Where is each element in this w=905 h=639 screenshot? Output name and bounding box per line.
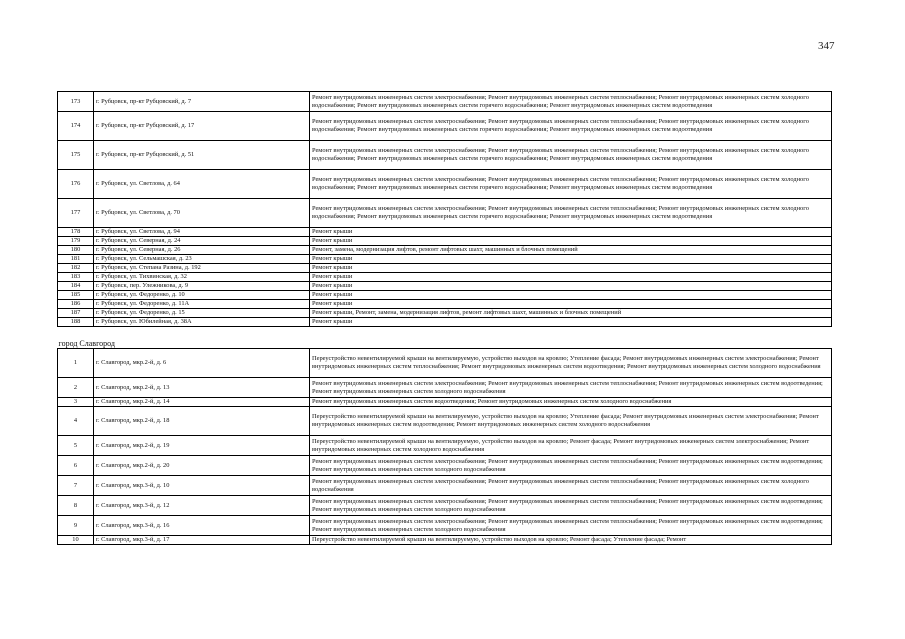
row-address: г. Рубцовск, ул. Светлова, д. 64 [94,170,310,199]
row-number: 177 [58,199,94,228]
row-work: Ремонт внутридомовых инженерных систем электроснабжения; Ремонт внутридомовых инженерных систем теплоснабжения; Ремонт внутридомовых инженерных систем холодного водоснабжения; Ремонт внутридомовых инженерных систем горячего водоснабжения; Ремонт внутридомовых инженерных систем водоотведения [310,141,832,170]
row-number: 7 [58,476,94,496]
table-row [58,92,832,112]
table-row [58,378,832,398]
row-number: 174 [58,112,94,141]
row-work: Ремонт внутридомовых инженерных систем электроснабжения; Ремонт внутридомовых инженерных систем теплоснабжения; Ремонт внутридомовых инженерных систем холодного водоснабжения; Ремонт внутридомовых инженерных систем горячего водоснабжения; Ремонт внутридомовых инженерных систем водоотведения [310,112,832,141]
row-address: г. Славгород, мкр.2-й, д. 19 [94,436,310,456]
row-work: Ремонт внутридомовых инженерных систем электроснабжения; Ремонт внутридомовых инженерных систем теплоснабжения; Ремонт внутридомовых инженерных систем холодного водоснабжения [310,476,832,496]
table-row [58,264,832,273]
row-number: 9 [58,516,94,536]
row-address: г. Рубцовск, пр-кт Рубцовский, д. 17 [94,112,310,141]
row-number: 182 [58,264,94,273]
row-address: г. Рубцовск, ул. Федоренко, д. 10 [94,291,310,300]
row-number: 180 [58,246,94,255]
table-row [58,456,832,476]
row-work: Ремонт внутридомовых инженерных систем электроснабжения; Ремонт внутридомовых инженерных систем теплоснабжения; Ремонт внутридомовых инженерных систем холодного водоснабжения; Ремонт внутридомовых инженерных систем горячего водоснабжения; Ремонт внутридомовых инженерных систем водоотведения [310,92,832,112]
table-row [58,407,832,436]
row-number: 181 [58,255,94,264]
row-work: Переустройство невентилируемой крыши на вентилируемую, устройство выходов на кровлю; Ремонт фасада; Ремонт внутридомовых инженерных систем электроснабжения; Ремонт внутридомовых инженерных систем холодного водоснабжения [310,436,832,456]
table-row [58,112,832,141]
row-work: Ремонт крыши [310,291,832,300]
row-number: 2 [58,378,94,398]
row-work: Ремонт, замена, модернизация лифтов, ремонт лифтовых шахт, машинных и блочных помещений [310,246,832,255]
row-address: г. Рубцовск, ул. Юбилейная, д. 38А [94,318,310,327]
row-number: 184 [58,282,94,291]
row-number: 185 [58,291,94,300]
row-address: г. Рубцовск, ул. Федоренко, д. 11А [94,300,310,309]
row-address: г. Славгород, мкр.3-й, д. 16 [94,516,310,536]
row-work: Ремонт внутридомовых инженерных систем электроснабжения; Ремонт внутридомовых инженерных систем теплоснабжения; Ремонт внутридомовых инженерных систем водоотведения; Ремонт внутридомовых инженерных систем холодного водоснабжения [310,516,832,536]
table-row [58,309,832,318]
row-work: Переустройство невентилируемой крыши на вентилируемую, устройство выходов на кровлю; Утепление фасада; Ремонт внутридомовых инженерных систем электроснабжения; Ремонт внутридомовых инженерных систем водоотведения; Ремонт внутридомовых инженерных систем холодного водоснабжения [310,407,832,436]
row-work: Ремонт внутридомовых инженерных систем электроснабжения; Ремонт внутридомовых инженерных систем теплоснабжения; Ремонт внутридомовых инженерных систем холодного водоснабжения; Ремонт внутридомовых инженерных систем горячего водоснабжения; Ремонт внутридомовых инженерных систем водоотведения [310,199,832,228]
row-address: г. Рубцовск, ул. Светлова, д. 94 [94,228,310,237]
table-row [58,170,832,199]
table-row [58,349,832,378]
row-work: Переустройство невентилируемой крыши на вентилируемую, устройство выходов на кровлю; Утепление фасада; Ремонт внутридомовых инженерных систем электроснабжения; Ремонт внутридомовых инженерных систем теплоснабжения; Ремонт внутридомовых инженерных систем водоотведения; Ремонт внутридомовых инженерных систем холодного водоснабжения [310,349,832,378]
table-row [58,141,832,170]
row-number: 3 [58,398,94,407]
row-address: г. Рубцовск, ул. Сельмашская, д. 23 [94,255,310,264]
table-row [58,300,832,309]
table-row [58,246,832,255]
table-row [58,318,832,327]
row-number: 10 [58,536,94,545]
section-gap [58,327,832,340]
row-address: г. Рубцовск, пер. Улежникова, д. 9 [94,282,310,291]
table-row [58,291,832,300]
table-row [58,536,832,545]
row-work: Ремонт крыши [310,255,832,264]
row-number: 179 [58,237,94,246]
table-row [58,273,832,282]
page-number: 347 [818,40,835,52]
row-work: Ремонт крыши [310,228,832,237]
row-address: г. Славгород, мкр.2-й, д. 18 [94,407,310,436]
repair-program-table [57,91,832,545]
row-work: Ремонт внутридомовых инженерных систем электроснабжения; Ремонт внутридомовых инженерных систем теплоснабжения; Ремонт внутридомовых инженерных систем холодного водоснабжения; Ремонт внутридомовых инженерных систем горячего водоснабжения; Ремонт внутридомовых инженерных систем водоотведения [310,170,832,199]
table-row [58,255,832,264]
city-section-row [58,339,832,349]
table-row [58,228,832,237]
row-address: г. Рубцовск, ул. Степана Разина, д. 192 [94,264,310,273]
table-row [58,398,832,407]
row-work: Ремонт внутридомовых инженерных систем электроснабжения; Ремонт внутридомовых инженерных систем теплоснабжения; Ремонт внутридомовых инженерных систем водоотведения; Ремонт внутридомовых инженерных систем холодного водоснабжения [310,456,832,476]
row-address: г. Рубцовск, ул. Северная, д. 26 [94,246,310,255]
row-number: 8 [58,496,94,516]
table-row [58,516,832,536]
row-number: 173 [58,92,94,112]
row-number: 186 [58,300,94,309]
row-work: Ремонт крыши [310,273,832,282]
row-number: 4 [58,407,94,436]
row-number: 176 [58,170,94,199]
row-address: г. Рубцовск, ул. Тихвинская, д. 32 [94,273,310,282]
row-address: г. Рубцовск, пр-кт Рубцовский, д. 51 [94,141,310,170]
row-address: г. Славгород, мкр.2-й, д. 14 [94,398,310,407]
row-work: Переустройство невентилируемой крыши на вентилируемую, устройство выходов на кровлю; Ремонт фасада; Утепление фасада; Ремонт [310,536,832,545]
row-address: г. Рубцовск, ул. Федоренко, д. 15 [94,309,310,318]
table-row [58,282,832,291]
row-address: г. Славгород, мкр.2-й, д. 20 [94,456,310,476]
row-work: Ремонт крыши [310,282,832,291]
row-address: г. Славгород, мкр.2-й, д. 6 [94,349,310,378]
table-row [58,436,832,456]
row-work: Ремонт крыши, Ремонт, замена, модернизация лифтов, ремонт лифтовых шахт, машинных и блочных помещений [310,309,832,318]
row-work: Ремонт внутридомовых инженерных систем электроснабжения; Ремонт внутридомовых инженерных систем теплоснабжения; Ремонт внутридомовых инженерных систем водоотведения; Ремонт внутридомовых инженерных систем холодного водоснабжения [310,378,832,398]
row-work: Ремонт крыши [310,318,832,327]
row-work: Ремонт крыши [310,300,832,309]
row-work: Ремонт внутридомовых инженерных систем электроснабжения; Ремонт внутридомовых инженерных систем теплоснабжения; Ремонт внутридомовых инженерных систем водоотведения; Ремонт внутридомовых инженерных систем холодного водоснабжения [310,496,832,516]
table-row [58,496,832,516]
row-address: г. Рубцовск, ул. Северная, д. 24 [94,237,310,246]
row-address: г. Славгород, мкр.3-й, д. 10 [94,476,310,496]
row-number: 188 [58,318,94,327]
row-work: Ремонт крыши [310,237,832,246]
table-row [58,199,832,228]
row-address: г. Славгород, мкр.3-й, д. 17 [94,536,310,545]
row-work: Ремонт внутридомовых инженерных систем водоотведения; Ремонт внутридомовых инженерных систем холодного водоснабжения [310,398,832,407]
row-address: г. Рубцовск, ул. Светлова, д. 70 [94,199,310,228]
row-address: г. Рубцовск, пр-кт Рубцовский, д. 7 [94,92,310,112]
row-address: г. Славгород, мкр.3-й, д. 12 [94,496,310,516]
table-row [58,476,832,496]
row-work: Ремонт крыши [310,264,832,273]
row-address: г. Славгород, мкр.2-й, д. 13 [94,378,310,398]
row-number: 1 [58,349,94,378]
table-row [58,237,832,246]
city-heading: город Славгород [58,339,832,349]
row-number: 178 [58,228,94,237]
row-number: 6 [58,456,94,476]
row-number: 5 [58,436,94,456]
row-number: 183 [58,273,94,282]
row-number: 187 [58,309,94,318]
row-number: 175 [58,141,94,170]
